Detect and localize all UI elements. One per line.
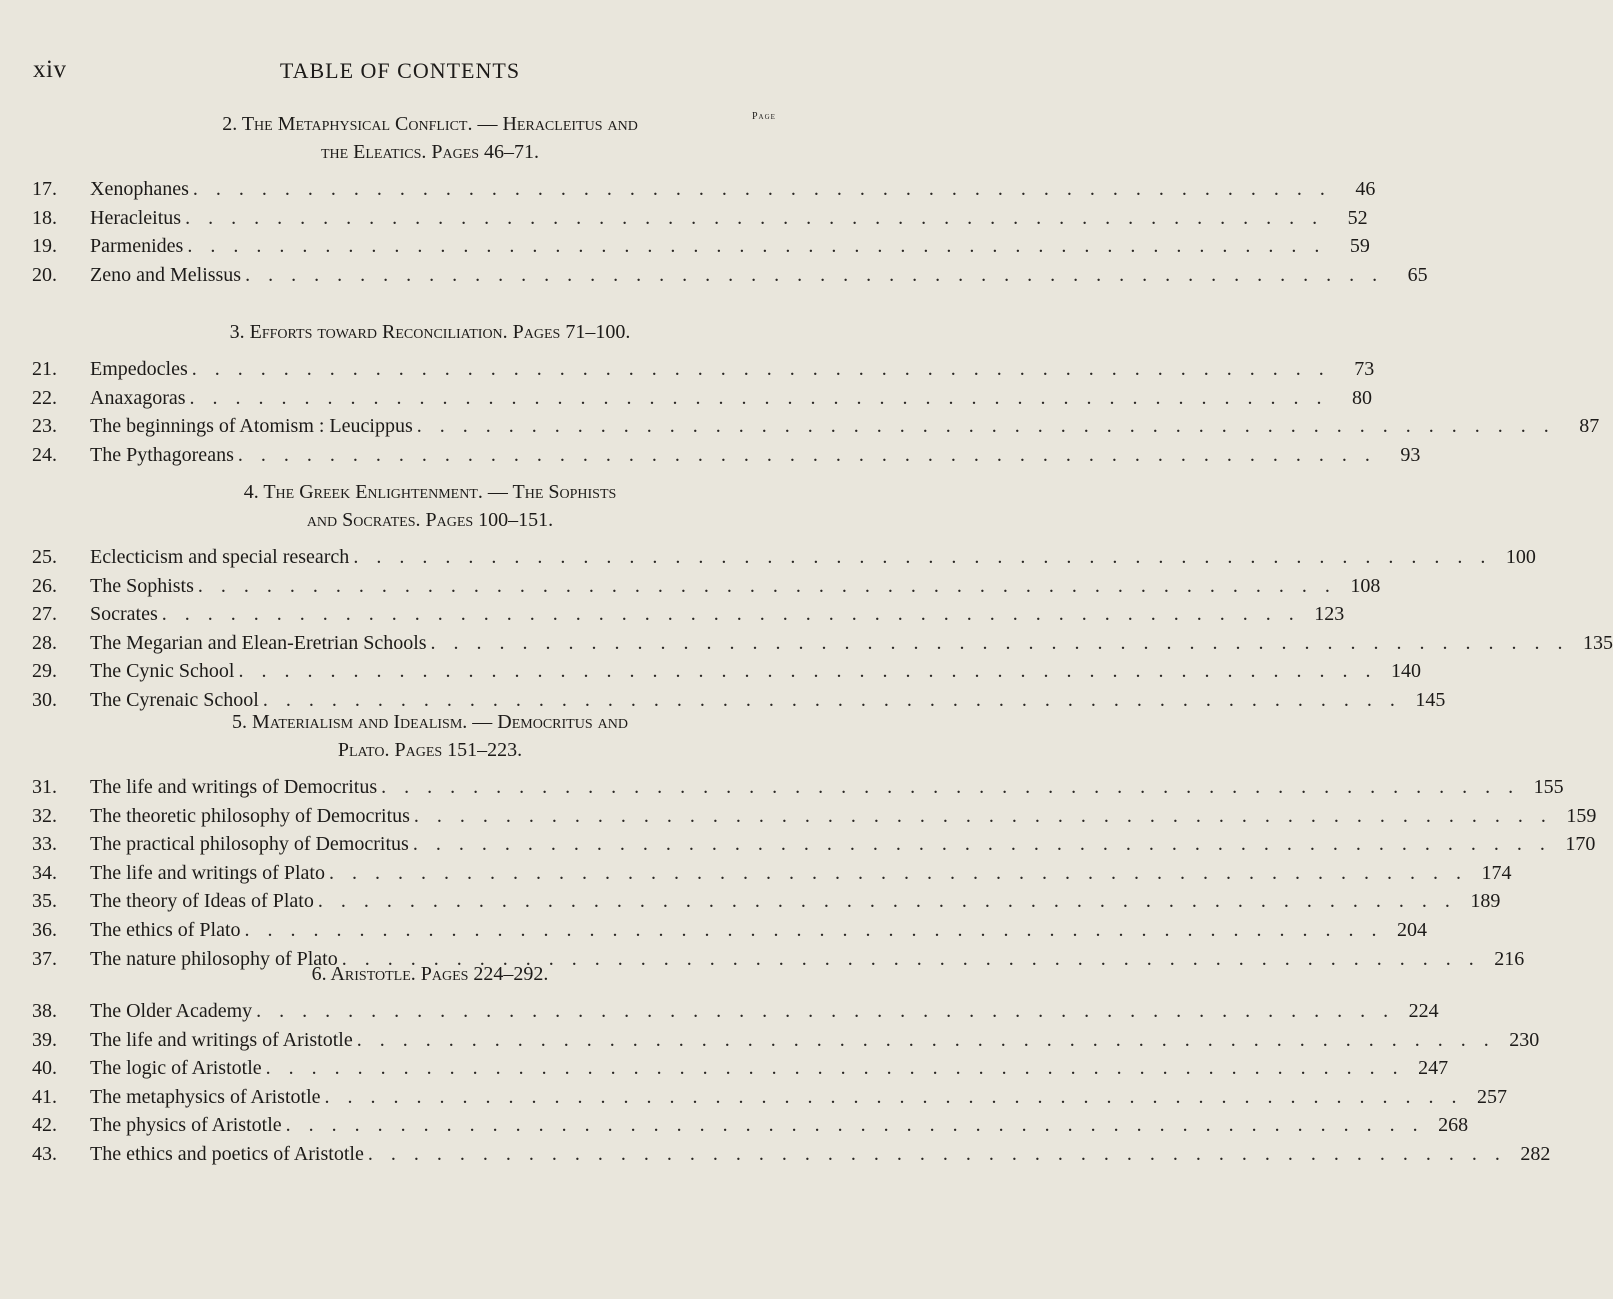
running-head: TABLE OF CONTENTS <box>279 58 521 83</box>
entry-title: Heracleitus <box>90 206 182 229</box>
entry-list <box>0 776 1597 976</box>
entry-number: 22. <box>32 386 57 409</box>
entry-number: 35. <box>32 890 57 913</box>
entry-number: 42. <box>32 1114 57 1137</box>
folio-number: xiv <box>33 56 67 83</box>
entry-page-number: 282 <box>1520 1142 1551 1165</box>
toc-section <box>0 708 1597 976</box>
dot-leader: . . . . . . . . . . . . . . . . . . . . . . . . . . . . . . . . . . . . . . . . . . . . . . . . . . <box>237 443 1377 466</box>
dot-leader: . . . . . . . . . . . . . . . . . . . . . . . . . . . . . . . . . . . . . . . . . . . . . . . . . . <box>381 776 1520 798</box>
entry-number: 20. <box>32 263 57 286</box>
dot-leader: . . . . . . . . . . . . . . . . . . . . . . . . . . . . . . . . . . . . . . . . . . . . . . . . . . <box>197 574 1337 597</box>
toc-entry <box>0 1000 1439 1029</box>
entry-number: 40. <box>32 1057 57 1080</box>
entry-page-number: 170 <box>1565 833 1596 856</box>
dot-leader: . . . . . . . . . . . . . . . . . . . . . . . . . . . . . . . . . . . . . . . . . . . . . . . . . . <box>416 415 1556 438</box>
entry-title: The nature philosophy of Plato <box>90 947 338 970</box>
section-heading-line: the Eleatics. Pages 46–71. <box>320 141 540 163</box>
dot-leader: . . . . . . . . . . . . . . . . . . . . . . . . . . . . . . . . . . . . . . . . . . . . . . . . . . <box>328 861 1468 884</box>
dot-leader: . . . . . . . . . . . . . . . . . . . . . . . . . . . . . . . . . . . . . . . . . . . . . . . . . . <box>367 1142 1507 1165</box>
section-heading <box>130 478 730 534</box>
entry-number: 29. <box>32 660 57 683</box>
entry-page-number: 65 <box>1407 263 1428 286</box>
dot-leader: . . . . . . . . . . . . . . . . . . . . . . . . . . . . . . . . . . . . . . . . . . . . . . . . . . <box>238 660 1377 683</box>
entry-title: Socrates <box>90 603 158 626</box>
page-header <box>0 56 800 92</box>
entry-number: 25. <box>32 546 57 568</box>
entry-title: The Megarian and Elean-Eretrian Schools <box>90 631 427 654</box>
entry-number: 37. <box>32 947 57 970</box>
toc-entry <box>0 358 1375 387</box>
entry-number: 33. <box>32 833 57 856</box>
toc-entry <box>0 833 1596 862</box>
dot-leader: . . . . . . . . . . . . . . . . . . . . . . . . . . . . . . . . . . . . . . . . . . . . . . . . . . <box>356 1028 1496 1051</box>
toc-entry <box>0 1057 1449 1086</box>
entry-page-number: 268 <box>1438 1114 1469 1137</box>
toc-section <box>0 110 1428 292</box>
entry-page-number: 80 <box>1352 386 1373 409</box>
toc-entry <box>0 386 1373 416</box>
dot-leader: . . . . . . . . . . . . . . . . . . . . . . . . . . . . . . . . . . . . . . . . . . . . . . . . . . <box>412 833 1552 856</box>
entry-title: The physics of Aristotle <box>90 1114 282 1137</box>
entry-title: The logic of Aristotle <box>90 1057 262 1080</box>
entry-title: The Cynic School <box>90 660 235 683</box>
entry-title: The ethics and poetics of Aristotle <box>90 1142 364 1165</box>
entry-number: 19. <box>32 235 57 258</box>
entry-page-number: 123 <box>1314 603 1345 626</box>
dot-leader: . . . . . . . . . . . . . . . . . . . . . . . . . . . . . . . . . . . . . . . . . . . . . . . . . . <box>161 603 1301 626</box>
entry-number: 31. <box>32 776 57 798</box>
entry-page-number: 155 <box>1533 776 1564 798</box>
toc-entry <box>0 804 1597 834</box>
entry-page-number: 140 <box>1390 660 1421 683</box>
dot-leader: . . . . . . . . . . . . . . . . . . . . . . . . . . . . . . . . . . . . . . . . . . . . . . . . . . <box>413 804 1553 827</box>
entry-title: Eclecticism and special research <box>90 546 350 568</box>
entry-number: 32. <box>32 804 57 827</box>
entry-page-number: 73 <box>1354 358 1375 380</box>
entry-title: The theory of Ideas of Plato <box>90 890 314 913</box>
toc-entry <box>0 890 1501 919</box>
entry-title: Empedocles <box>90 358 188 380</box>
entry-page-number: 189 <box>1470 890 1501 913</box>
entry-page-number: 87 <box>1579 415 1600 438</box>
toc-section <box>0 478 1613 718</box>
dot-leader: . . . . . . . . . . . . . . . . . . . . . . . . . . . . . . . . . . . . . . . . . . . . . . . . . . <box>244 918 1384 941</box>
entry-number: 38. <box>32 1000 57 1022</box>
toc-entry <box>0 263 1428 293</box>
dot-leader: . . . . . . . . . . . . . . . . . . . . . . . . . . . . . . . . . . . . . . . . . . . . . . . . . . <box>189 386 1329 409</box>
dot-leader: . . . . . . . . . . . . . . . . . . . . . . . . . . . . . . . . . . . . . . . . . . . . . . . . . . <box>192 178 1332 200</box>
entry-list <box>0 546 1613 718</box>
toc-entry <box>0 443 1421 473</box>
entry-page-number: 135 <box>1583 631 1613 654</box>
entry-number: 18. <box>32 206 57 229</box>
entry-title: The life and writings of Democritus <box>90 776 378 798</box>
entry-title: The beginnings of Atomism : Leucippus <box>90 415 413 438</box>
toc-entry <box>0 1142 1551 1172</box>
entry-title: The practical philosophy of Democritus <box>90 833 409 856</box>
entry-title: The life and writings of Aristotle <box>90 1028 353 1051</box>
entry-page-number: 159 <box>1566 804 1597 827</box>
toc-entry <box>0 206 1368 236</box>
section-heading <box>130 708 730 764</box>
entry-title: Zeno and Melissus <box>90 263 242 286</box>
section-heading-line: Plato. Pages 151–223. <box>337 739 523 761</box>
entry-number: 24. <box>32 443 57 466</box>
entry-title: The metaphysics of Aristotle <box>90 1085 321 1108</box>
section-heading <box>130 960 730 988</box>
toc-entry <box>0 1085 1508 1115</box>
toc-entry <box>0 861 1512 891</box>
entry-number: 21. <box>32 358 57 380</box>
section-heading <box>130 110 730 166</box>
toc-section <box>0 318 1600 472</box>
entry-page-number: 100 <box>1505 546 1536 568</box>
toc-entry <box>0 574 1381 604</box>
entry-number: 26. <box>32 574 57 597</box>
entry-title: The life and writings of Plato <box>90 861 325 884</box>
entry-title: Xenophanes <box>90 178 189 200</box>
entry-page-number: 59 <box>1349 235 1370 258</box>
entry-number: 28. <box>32 631 57 654</box>
entry-number: 23. <box>32 415 57 438</box>
dot-leader: . . . . . . . . . . . . . . . . . . . . . . . . . . . . . . . . . . . . . . . . . . . . . . . . . . <box>262 688 1402 711</box>
page-column-label: Page <box>752 111 776 122</box>
entry-page-number: 230 <box>1509 1028 1540 1051</box>
entry-page-number: 93 <box>1400 443 1421 466</box>
dot-leader: . . . . . . . . . . . . . . . . . . . . . . . . . . . . . . . . . . . . . . . . . . . . . . . . . . <box>285 1114 1425 1137</box>
entry-list <box>0 178 1428 292</box>
toc-entry <box>0 178 1376 207</box>
entry-page-number: 52 <box>1347 206 1368 229</box>
section-heading-line: 4. The Greek Enlightenment. — The Sophists <box>243 481 617 503</box>
entry-number: 27. <box>32 603 57 626</box>
dot-leader: . . . . . . . . . . . . . . . . . . . . . . . . . . . . . . . . . . . . . . . . . . . . . . . . . . <box>256 1000 1395 1022</box>
toc-section <box>0 960 1551 1172</box>
dot-leader: . . . . . . . . . . . . . . . . . . . . . . . . . . . . . . . . . . . . . . . . . . . . . . . . . . <box>245 263 1384 286</box>
entry-number: 41. <box>32 1085 57 1108</box>
toc-entry <box>0 415 1600 444</box>
dot-leader: . . . . . . . . . . . . . . . . . . . . . . . . . . . . . . . . . . . . . . . . . . . . . . . . . . <box>324 1085 1464 1108</box>
entry-page-number: 224 <box>1408 1000 1439 1022</box>
toc-entry <box>0 1114 1469 1143</box>
dot-leader: . . . . . . . . . . . . . . . . . . . . . . . . . . . . . . . . . . . . . . . . . . . . . . . . . . <box>317 890 1457 913</box>
entry-number: 17. <box>32 178 57 200</box>
entry-title: Parmenides <box>90 235 184 258</box>
entry-page-number: 145 <box>1415 688 1446 711</box>
entry-title: The theoretic philosophy of Democritus <box>90 804 410 827</box>
entry-title: Anaxagoras <box>90 386 186 409</box>
dot-leader: . . . . . . . . . . . . . . . . . . . . . . . . . . . . . . . . . . . . . . . . . . . . . . . . . . <box>265 1057 1405 1080</box>
dot-leader: . . . . . . . . . . . . . . . . . . . . . . . . . . . . . . . . . . . . . . . . . . . . . . . . . . <box>341 947 1481 970</box>
entry-title: The Cyrenaic School <box>90 688 259 711</box>
toc-entry <box>0 603 1345 632</box>
dot-leader: . . . . . . . . . . . . . . . . . . . . . . . . . . . . . . . . . . . . . . . . . . . . . . . . . . <box>430 631 1570 654</box>
section-heading-line: 6. Aristotle. Pages 224–292. <box>311 963 549 985</box>
entry-page-number: 174 <box>1481 861 1512 884</box>
entry-list <box>0 1000 1551 1172</box>
dot-leader: . . . . . . . . . . . . . . . . . . . . . . . . . . . . . . . . . . . . . . . . . . . . . . . . . . <box>185 206 1324 229</box>
toc-entry <box>0 631 1613 661</box>
entry-title: The Pythagoreans <box>90 443 234 466</box>
toc-entry <box>0 546 1536 575</box>
entry-page-number: 247 <box>1418 1057 1449 1080</box>
entry-title: The Sophists <box>90 574 194 597</box>
toc-entry <box>0 660 1421 689</box>
entry-title: The Older Academy <box>90 1000 253 1022</box>
toc-entry <box>0 776 1564 805</box>
entry-number: 36. <box>32 918 57 941</box>
toc-entry <box>0 918 1428 948</box>
entry-page-number: 46 <box>1355 178 1376 200</box>
entry-page-number: 257 <box>1477 1085 1508 1108</box>
dot-leader: . . . . . . . . . . . . . . . . . . . . . . . . . . . . . . . . . . . . . . . . . . . . . . . . . . <box>187 235 1326 258</box>
toc-entry <box>0 1028 1540 1058</box>
dot-leader: . . . . . . . . . . . . . . . . . . . . . . . . . . . . . . . . . . . . . . . . . . . . . . . . . . <box>353 546 1492 568</box>
section-heading-line: and Socrates. Pages 100–151. <box>306 509 554 531</box>
toc-entry <box>0 235 1370 264</box>
dot-leader: . . . . . . . . . . . . . . . . . . . . . . . . . . . . . . . . . . . . . . . . . . . . . . . . . . <box>191 358 1331 380</box>
entry-number: 34. <box>32 861 57 884</box>
entry-title: The ethics of Plato <box>90 918 241 941</box>
section-heading-line: 3. Efforts toward Reconciliation. Pages 71–100. <box>229 321 631 343</box>
entry-page-number: 108 <box>1350 574 1381 597</box>
entry-number: 30. <box>32 688 57 711</box>
entry-list <box>0 358 1600 472</box>
entry-page-number: 216 <box>1494 947 1525 970</box>
section-heading-line: 5. Materialism and Idealism. — Democritus and <box>232 711 628 733</box>
section-heading-line: 2. The Metaphysical Conflict. — Heracleitus and <box>222 113 638 135</box>
entry-number: 43. <box>32 1142 57 1165</box>
entry-page-number: 204 <box>1397 918 1428 941</box>
entry-number: 39. <box>32 1028 57 1051</box>
section-heading <box>130 318 730 346</box>
